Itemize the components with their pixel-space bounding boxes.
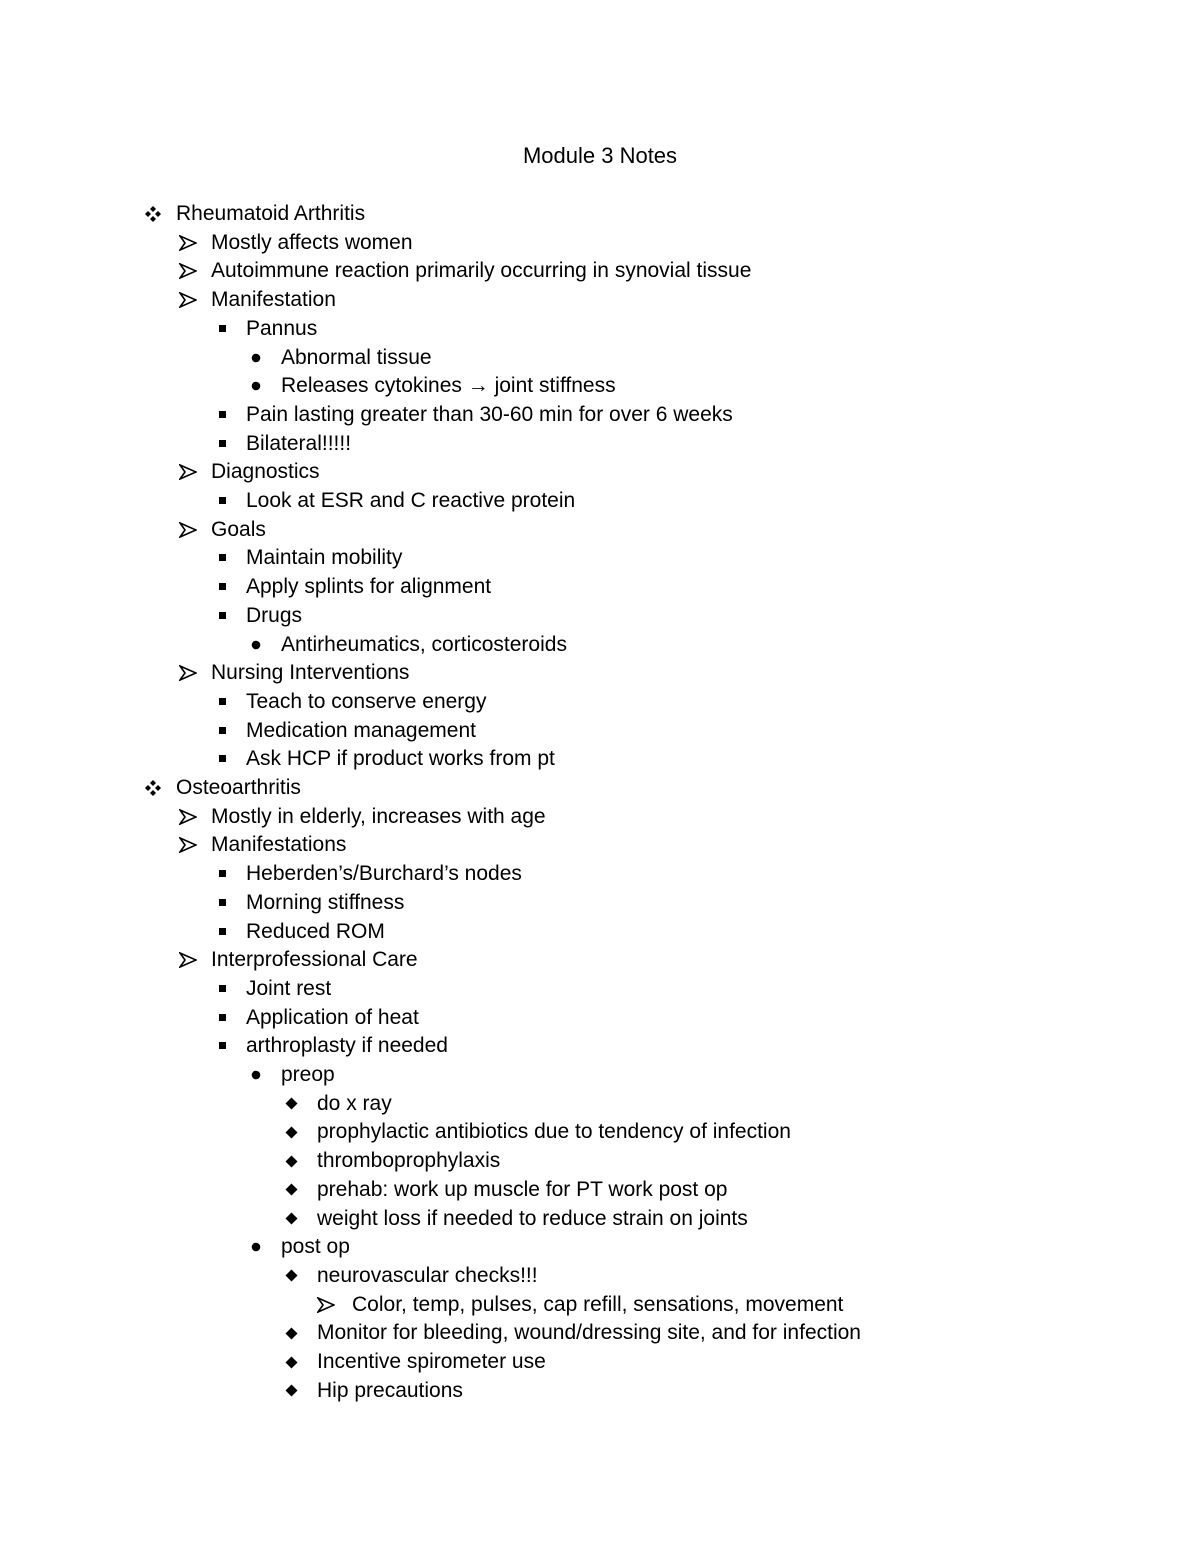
outline-item-level-2 — [0, 487, 1200, 515]
square-bullet-icon — [212, 315, 234, 343]
outline-item-text: Mostly affects women — [211, 230, 413, 254]
outline-item-text: Drugs — [246, 603, 303, 627]
square-bullet-icon — [212, 1032, 234, 1060]
arrowhead-icon — [315, 1291, 337, 1319]
outline-item-text: weight loss if needed to reduce strain on joints — [317, 1206, 748, 1230]
outline-item-text: Reduced ROM — [246, 919, 385, 943]
diamond-bullet-icon — [280, 1205, 302, 1233]
outline-item-level-2 — [0, 602, 1200, 630]
outline-item-level-1 — [0, 946, 1200, 974]
outline-item-text: Incentive spirometer use — [317, 1350, 546, 1373]
outline-item-level-4 — [0, 1348, 1200, 1376]
outline-item-text: Manifestations — [211, 833, 347, 857]
outline-item-text: Hip precautions — [317, 1378, 463, 1402]
round-bullet-icon — [245, 631, 267, 659]
outline-item-text: do x ray — [317, 1091, 392, 1115]
outline-item-text: Osteoarthritis — [176, 776, 301, 799]
outline-item-text: Manifestation — [211, 288, 336, 312]
diamond-bullet-icon — [280, 1147, 302, 1175]
outline-item-level-4 — [0, 1090, 1200, 1118]
outline-item-text: Goals — [211, 517, 266, 541]
outline-item-level-1 — [0, 516, 1200, 544]
outline-item-level-4 — [0, 1147, 1200, 1175]
outline-item-text: Monitor for bleeding, wound/dressing site, and for infection — [317, 1321, 861, 1345]
outline-item-text: Color, temp, pulses, cap refill, sensations, movement — [352, 1292, 844, 1316]
outline-item-text: Morning stiffness — [246, 890, 405, 914]
outline-item-level-3 — [0, 631, 1200, 659]
outline-item-level-0 — [0, 200, 1200, 228]
arrowhead-icon — [177, 458, 199, 486]
outline-item-level-2 — [0, 918, 1200, 946]
outline-item-level-4 — [0, 1377, 1200, 1405]
outline-item-text: prehab: work up muscle for PT work post op — [317, 1177, 728, 1201]
outline-item-level-3 — [0, 1233, 1200, 1261]
outline-item-level-2 — [0, 860, 1200, 888]
outline-item-level-2 — [0, 573, 1200, 601]
outline-item-text: Abnormal tissue — [281, 345, 432, 369]
round-bullet-icon — [245, 344, 267, 372]
square-bullet-icon — [212, 1004, 234, 1032]
outline-item-text: Nursing Interventions — [211, 661, 410, 685]
outline-item-text: Rheumatoid Arthritis — [176, 202, 366, 225]
round-bullet-icon — [245, 1061, 267, 1089]
diamond-bullet-icon — [280, 1348, 302, 1376]
square-bullet-icon — [212, 918, 234, 946]
square-bullet-icon — [212, 975, 234, 1003]
square-bullet-icon — [212, 745, 234, 773]
outline-item-text: neurovascular checks!!! — [317, 1263, 538, 1287]
outline-item-text: Diagnostics — [211, 460, 320, 484]
outline-item-text: Heberden’s/Burchard’s nodes — [246, 862, 522, 886]
outline-item-level-4 — [0, 1176, 1200, 1204]
four-diamond-icon — [142, 774, 164, 802]
outline-item-level-4 — [0, 1118, 1200, 1146]
arrowhead-icon — [177, 257, 199, 285]
outline-item-level-1 — [0, 286, 1200, 314]
outline-item-level-4 — [0, 1262, 1200, 1290]
outline-item-level-2 — [0, 889, 1200, 917]
arrowhead-icon — [177, 803, 199, 831]
outline-item-text: Apply splints for alignment — [246, 575, 492, 599]
outline-item-level-5 — [0, 1291, 1200, 1319]
square-bullet-icon — [212, 401, 234, 429]
square-bullet-icon — [212, 717, 234, 745]
outline-item-level-2 — [0, 975, 1200, 1003]
arrowhead-icon — [177, 286, 199, 314]
round-bullet-icon — [245, 372, 267, 400]
diamond-bullet-icon — [280, 1118, 302, 1146]
outline-item-text: prophylactic antibiotics due to tendency of infection — [317, 1120, 791, 1144]
outline-item-level-2 — [0, 688, 1200, 716]
outline-item-text: Look at ESR and C reactive protein — [246, 489, 576, 512]
outline-item-level-3 — [0, 1061, 1200, 1089]
outline-item-text: Bilateral!!!!! — [246, 431, 352, 455]
outline-item-level-2 — [0, 1032, 1200, 1060]
outline-item-text: Releases cytokines → joint stiffness — [281, 374, 616, 398]
outline-item-text: Pain lasting greater than 30-60 min for over 6 weeks — [246, 402, 733, 426]
square-bullet-icon — [212, 860, 234, 888]
diamond-bullet-icon — [280, 1319, 302, 1347]
outline-item-text: Mostly in elderly, increases with age — [211, 804, 546, 828]
outline-item-level-3 — [0, 344, 1200, 372]
outline-item-text: Autoimmune reaction primarily occurring in synovial tissue — [211, 259, 752, 283]
outline-item-level-2 — [0, 544, 1200, 572]
outline-item-level-4 — [0, 1319, 1200, 1347]
square-bullet-icon — [212, 430, 234, 458]
arrowhead-icon — [177, 946, 199, 974]
square-bullet-icon — [212, 889, 234, 917]
outline-item-level-2 — [0, 717, 1200, 745]
outline-item-level-2 — [0, 401, 1200, 429]
four-diamond-icon — [142, 200, 164, 228]
outline-item-level-1 — [0, 458, 1200, 486]
outline-item-text: Joint rest — [246, 976, 332, 1000]
arrowhead-icon — [177, 229, 199, 257]
outline-item-level-2 — [0, 745, 1200, 773]
arrowhead-icon — [177, 831, 199, 859]
arrowhead-icon — [177, 516, 199, 544]
diamond-bullet-icon — [280, 1176, 302, 1204]
outline-item-level-1 — [0, 257, 1200, 285]
outline-item-level-2 — [0, 315, 1200, 343]
outline-item-text: Application of heat — [246, 1005, 419, 1029]
diamond-bullet-icon — [280, 1377, 302, 1405]
outline-item-text: thromboprophylaxis — [317, 1149, 501, 1173]
diamond-bullet-icon — [280, 1262, 302, 1290]
round-bullet-icon — [245, 1233, 267, 1261]
square-bullet-icon — [212, 487, 234, 515]
outline-item-level-1 — [0, 229, 1200, 257]
square-bullet-icon — [212, 602, 234, 630]
arrowhead-icon — [177, 659, 199, 687]
outline-item-level-1 — [0, 831, 1200, 859]
square-bullet-icon — [212, 573, 234, 601]
outline-item-text: Teach to conserve energy — [246, 689, 487, 713]
outline-item-level-4 — [0, 1205, 1200, 1233]
outline-item-text: Maintain mobility — [246, 546, 403, 570]
outline-item-text: Ask HCP if product works from pt — [246, 747, 555, 771]
outline-item-text: Pannus — [246, 316, 318, 340]
outline-item-level-3 — [0, 372, 1200, 400]
outline-item-level-1 — [0, 803, 1200, 831]
outline-item-level-2 — [0, 430, 1200, 458]
square-bullet-icon — [212, 544, 234, 572]
outline-item-text: Medication management — [246, 718, 476, 742]
outline-item-level-1 — [0, 659, 1200, 687]
square-bullet-icon — [212, 688, 234, 716]
document-title: Module 3 Notes — [522, 143, 678, 168]
outline-item-level-0 — [0, 774, 1200, 802]
outline-item-text: Antirheumatics, corticosteroids — [281, 632, 567, 656]
outline-item-text: arthroplasty if needed — [246, 1034, 448, 1058]
outline-item-level-2 — [0, 1004, 1200, 1032]
outline-item-text: preop — [281, 1063, 335, 1086]
outline-item-text: Interprofessional Care — [211, 948, 418, 972]
diamond-bullet-icon — [280, 1090, 302, 1118]
outline-item-text: post op — [281, 1235, 350, 1259]
